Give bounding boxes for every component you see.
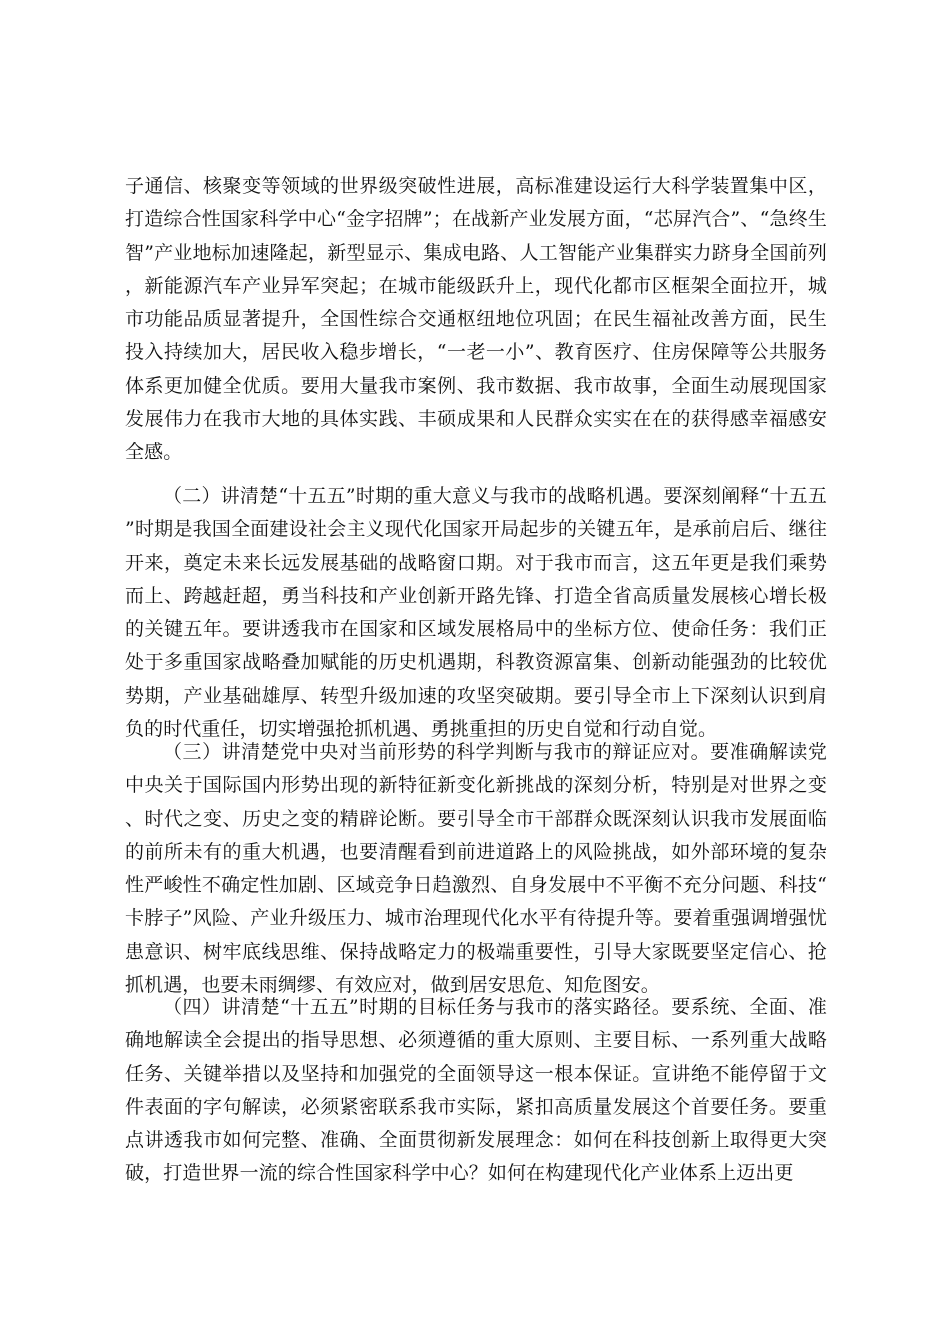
- paragraph-continuation: 子通信、核聚变等领域的世界级突破性进展，高标准建设运行大科学装置集中区，打造综合性国家科学中心“金字招牌”；在战新产业发展方面，“芯屏汽合”、“急终生智”产业地标加速隆起，新型显示、集成电路、人工智能产业集群实力跻身全国前列，新能源汽车产业异军突起；在城市能级跃升上，现代化都市区框架全面拉开，城市功能品质显著提升，全国性综合交通枢纽地位巩固；在民生福祉改善方面，民生投入持续加大，居民收入稳步增长，“一老一小”、教育医疗、住房保障等公共服务体系更加健全优质。要用大量我市案例、我市数据、我市故事，全面生动展现国家发展伟力在我市大地的具体实践、丰硕成果和人民群众实实在在的获得感幸福感安全感。: [125, 175, 827, 464]
- paragraph-section-4: （四）讲清楚“十五五”时期的目标任务与我市的落实路径。要系统、全面、准确地解读全会提出的指导思想、必须遵循的重大原则、主要目标、一系列重大战略任务、关键举措以及坚持和加强党的全面领导这一根本保证。宣讲绝不能停留于文件表面的字句解读，必须紧密联系我市实际，紧扣高质量发展这个首要任务。要重点讲透我市如何完整、准确、全面贯彻新发展理念：如何在科技创新上取得更大突破，打造世界一流的综合性国家科学中心？如何在构建现代化产业体系上迈出更: [125, 996, 827, 1185]
- paragraph-section-2: （二）讲清楚“十五五”时期的重大意义与我市的战略机遇。要深刻阐释“十五五”时期是我国全面建设社会主义现代化国家开局起步的关键五年，是承前启后、继往开来，奠定未来长远发展基础的战略窗口期。对于我市而言，这五年更是我们乘势而上、跨越赶超，勇当科技和产业创新开路先锋、打造全省高质量发展核心增长极的关键五年。要讲透我市在国家和区域发展格局中的坐标方位、使命任务：我们正处于多重国家战略叠加赋能的历史机遇期，科教资源富集、创新动能强劲的比较优势期，产业基础雄厚、转型升级加速的攻坚突破期。要引导全市上下深刻认识到肩负的时代重任，切实增强抢抓机遇、勇挑重担的历史自觉和行动自觉。: [125, 485, 827, 741]
- paragraph-section-3: （三）讲清楚党中央对当前形势的科学判断与我市的辩证应对。要准确解读党中央关于国际国内形势出现的新特征新变化新挑战的深刻分析，特别是对世界之变、时代之变、历史之变的精辟论断。要引导全市干部群众既深刻认识我市发展面临的前所未有的重大机遇，也要清醒看到前进道路上的风险挑战，如外部环境的复杂性严峻性不确定性加剧、区域竞争日趋激烈、自身发展中不平衡不充分问题、科技“卡脖子”风险、产业升级压力、城市治理现代化水平有待提升等。要着重强调增强忧患意识、树牢底线思维、保持战略定力的极端重要性，引导大家既要坚定信心、抢抓机遇，也要未雨绸缪、有效应对，做到居安思危、知危图安。: [125, 741, 827, 997]
